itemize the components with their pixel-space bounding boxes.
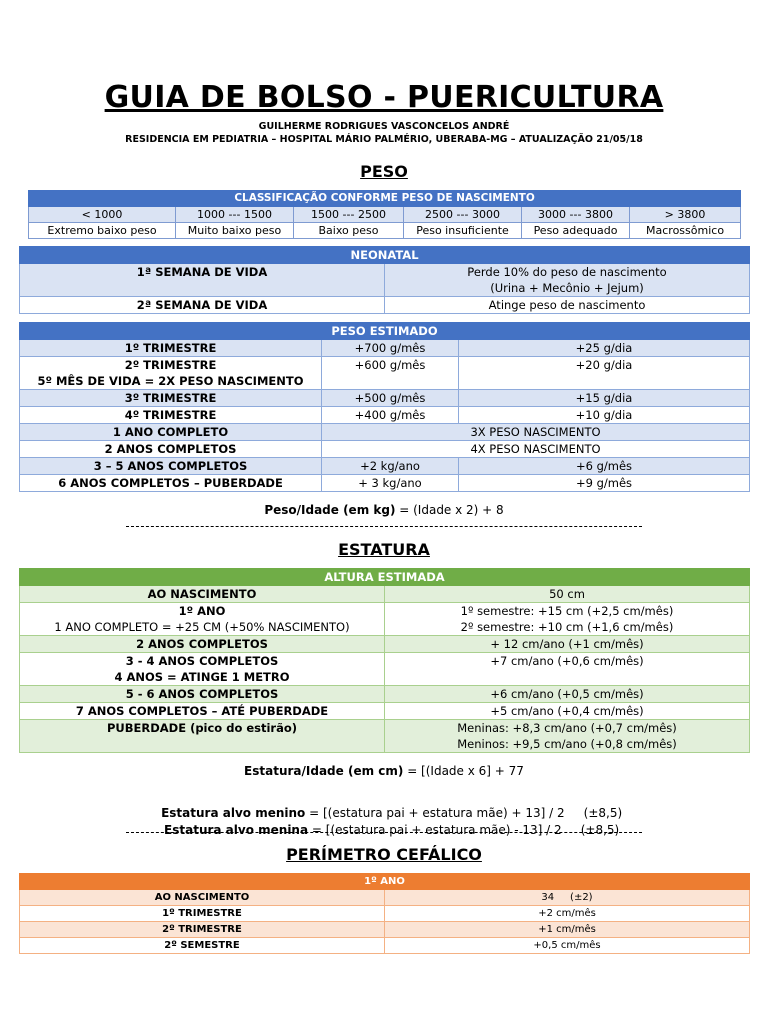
weight-range: 1500 --- 2500 bbox=[294, 207, 404, 223]
weight-label: Extremo baixo peso bbox=[29, 223, 176, 239]
value-line: Meninas: +8,3 cm/ano (+0,7 cm/mês) bbox=[457, 721, 677, 735]
table-row bbox=[20, 938, 750, 954]
value-cell: +6 cm/ano (+0,5 cm/mês) bbox=[385, 686, 750, 703]
period-cell bbox=[20, 653, 385, 686]
table-header-row bbox=[20, 569, 750, 586]
weight-label: Muito baixo peso bbox=[176, 223, 294, 239]
daily-cell: +6 g/mês bbox=[459, 458, 750, 475]
table-row bbox=[20, 703, 750, 720]
table-row bbox=[20, 357, 750, 390]
table-header: CLASSIFICAÇÃO CONFORME PESO DE NASCIMENTO bbox=[29, 191, 741, 207]
value-cell: +5 cm/ano (+0,4 cm/mês) bbox=[385, 703, 750, 720]
table-header: PESO ESTIMADO bbox=[20, 323, 750, 340]
weight-label: Baixo peso bbox=[294, 223, 404, 239]
value-line: Meninos: +9,5 cm/ano (+0,8 cm/mês) bbox=[457, 737, 677, 751]
period-cell: 1º TRIMESTRE bbox=[20, 906, 385, 922]
author-line: GUILHERME RODRIGUES VASCONCELOS ANDRÉ bbox=[258, 121, 510, 132]
period-cell: 2º TRIMESTRE bbox=[20, 922, 385, 938]
section-title-estatura: ESTATURA bbox=[338, 540, 430, 559]
weight-range: < 1000 bbox=[29, 207, 176, 223]
table-row bbox=[20, 720, 750, 753]
weight-formula bbox=[0, 503, 768, 517]
table-header: NEONATAL bbox=[20, 247, 750, 264]
period-cell: 3º TRIMESTRE bbox=[20, 390, 322, 407]
daily-cell: +9 g/mês bbox=[459, 475, 750, 492]
weight-range: 2500 --- 3000 bbox=[404, 207, 522, 223]
neonatal-table bbox=[19, 246, 750, 314]
table-row bbox=[20, 424, 750, 441]
value-cell: 34 (±2) bbox=[385, 890, 750, 906]
value-cell bbox=[385, 603, 750, 636]
table-header-row bbox=[29, 191, 741, 207]
period-cell: 2ª SEMANA DE VIDA bbox=[20, 297, 385, 314]
daily-cell: +20 g/dia bbox=[459, 357, 750, 390]
section-title-peso: PESO bbox=[360, 162, 408, 181]
merged-cell: 4X PESO NASCIMENTO bbox=[322, 441, 750, 458]
height-formula bbox=[0, 764, 768, 778]
period-cell: 1º TRIMESTRE bbox=[20, 340, 322, 357]
value-line: 1º semestre: +15 cm (+2,5 cm/mês) bbox=[460, 604, 674, 618]
value-cell: Atinge peso de nascimento bbox=[385, 297, 750, 314]
page-title: GUIA DE BOLSO - PUERICULTURA bbox=[104, 80, 664, 115]
section-title-perimetro-cefalico: PERÍMETRO CEFÁLICO bbox=[286, 845, 482, 864]
table-row bbox=[20, 636, 750, 653]
formula-label: Peso/Idade (em kg) bbox=[264, 503, 396, 517]
birth-weight-classification-table bbox=[28, 190, 741, 239]
merged-cell: 3X PESO NASCIMENTO bbox=[322, 424, 750, 441]
value-line: (Urina + Mecônio + Jejum) bbox=[490, 281, 644, 295]
period-cell: AO NASCIMENTO bbox=[20, 586, 385, 603]
monthly-cell: + 3 kg/ano bbox=[322, 475, 459, 492]
value-cell bbox=[385, 720, 750, 753]
value-line: Perde 10% do peso de nascimento bbox=[467, 265, 667, 279]
daily-cell: +15 g/dia bbox=[459, 390, 750, 407]
period-cell: 1ª SEMANA DE VIDA bbox=[20, 264, 385, 297]
monthly-cell: +500 g/mês bbox=[322, 390, 459, 407]
weight-range: 1000 --- 1500 bbox=[176, 207, 294, 223]
table-row bbox=[20, 264, 750, 297]
table-row bbox=[20, 653, 750, 686]
period-cell: AO NASCIMENTO bbox=[20, 890, 385, 906]
table-row bbox=[29, 207, 741, 223]
period-line: 5º MÊS DE VIDA = 2X PESO NASCIMENTO bbox=[37, 374, 304, 388]
monthly-cell: +400 g/mês bbox=[322, 407, 459, 424]
period-cell bbox=[20, 357, 322, 390]
period-cell: 6 ANOS COMPLETOS – PUBERDADE bbox=[20, 475, 322, 492]
formula-value: = (Idade x 2) + 8 bbox=[395, 503, 504, 517]
weight-label: Peso adequado bbox=[522, 223, 630, 239]
daily-cell: +25 g/dia bbox=[459, 340, 750, 357]
table-row bbox=[20, 340, 750, 357]
table-header: ALTURA ESTIMADA bbox=[20, 569, 750, 586]
period-cell: 1 ANO COMPLETO bbox=[20, 424, 322, 441]
period-line: 3 - 4 ANOS COMPLETOS bbox=[125, 654, 279, 668]
formula-value: = [(Idade x 6] + 77 bbox=[403, 764, 524, 778]
period-cell: 2 ANOS COMPLETOS bbox=[20, 636, 385, 653]
value-cell: +0,5 cm/mês bbox=[385, 938, 750, 954]
table-row bbox=[20, 458, 750, 475]
value-cell: +2 cm/mês bbox=[385, 906, 750, 922]
table-header-row bbox=[20, 323, 750, 340]
table-row bbox=[20, 297, 750, 314]
value-cell: +7 cm/ano (+0,6 cm/mês) bbox=[385, 653, 750, 686]
value-cell bbox=[385, 264, 750, 297]
period-cell: 4º TRIMESTRE bbox=[20, 407, 322, 424]
daily-cell: +10 g/dia bbox=[459, 407, 750, 424]
table-row bbox=[20, 922, 750, 938]
formula-label: Estatura alvo menina bbox=[164, 823, 309, 837]
table-row bbox=[20, 390, 750, 407]
section-divider bbox=[126, 526, 642, 527]
period-line: 1º ANO bbox=[178, 604, 226, 618]
value-cell: + 12 cm/ano (+1 cm/mês) bbox=[385, 636, 750, 653]
period-cell: 3 – 5 ANOS COMPLETOS bbox=[20, 458, 322, 475]
head-circumference-table bbox=[19, 873, 750, 954]
table-header: 1º ANO bbox=[20, 874, 750, 890]
estimated-weight-table bbox=[19, 322, 750, 492]
table-row bbox=[29, 223, 741, 239]
monthly-cell: +700 g/mês bbox=[322, 340, 459, 357]
weight-label: Macrossômico bbox=[630, 223, 741, 239]
section-divider bbox=[126, 832, 642, 833]
monthly-cell: +600 g/mês bbox=[322, 357, 459, 390]
table-row bbox=[20, 475, 750, 492]
period-cell bbox=[20, 603, 385, 636]
weight-range: 3000 --- 3800 bbox=[522, 207, 630, 223]
estimated-height-table bbox=[19, 568, 750, 753]
table-row bbox=[20, 906, 750, 922]
period-cell: 7 ANOS COMPLETOS – ATÉ PUBERDADE bbox=[20, 703, 385, 720]
period-cell: 2 ANOS COMPLETOS bbox=[20, 441, 322, 458]
table-row bbox=[20, 586, 750, 603]
period-line: 2º TRIMESTRE bbox=[124, 358, 217, 372]
table-row bbox=[20, 441, 750, 458]
value-cell: +1 cm/mês bbox=[385, 922, 750, 938]
table-row bbox=[20, 603, 750, 636]
formula-value: = [(estatura pai + estatura mãe) + 13] / 2 (±8,5) bbox=[305, 806, 623, 820]
table-row bbox=[20, 890, 750, 906]
weight-label: Peso insuficiente bbox=[404, 223, 522, 239]
value-cell: 50 cm bbox=[385, 586, 750, 603]
period-line: 1 ANO COMPLETO = +25 CM (+50% NASCIMENTO) bbox=[54, 620, 350, 634]
formula-label: Estatura alvo menino bbox=[161, 806, 306, 820]
table-row bbox=[20, 686, 750, 703]
table-header-row bbox=[20, 874, 750, 890]
period-cell: 2º SEMESTRE bbox=[20, 938, 385, 954]
weight-range: > 3800 bbox=[630, 207, 741, 223]
formula-label: Estatura/Idade (em cm) bbox=[244, 764, 404, 778]
value-line: 2º semestre: +10 cm (+1,6 cm/mês) bbox=[460, 620, 674, 634]
affiliation-line: RESIDENCIA EM PEDIATRIA – HOSPITAL MÁRIO PALMÉRIO, UBERABA-MG – ATUALIZAÇÃO 21/05/18 bbox=[125, 134, 643, 145]
table-header-row bbox=[20, 247, 750, 264]
table-row bbox=[20, 407, 750, 424]
period-line: 4 ANOS = ATINGE 1 METRO bbox=[114, 670, 290, 684]
monthly-cell: +2 kg/ano bbox=[322, 458, 459, 475]
period-cell: PUBERDADE (pico do estirão) bbox=[20, 720, 385, 753]
formula-value: = [(estatura pai + estatura mãe) - 13] / 2 (±8,5) bbox=[308, 823, 620, 837]
period-cell: 5 - 6 ANOS COMPLETOS bbox=[20, 686, 385, 703]
